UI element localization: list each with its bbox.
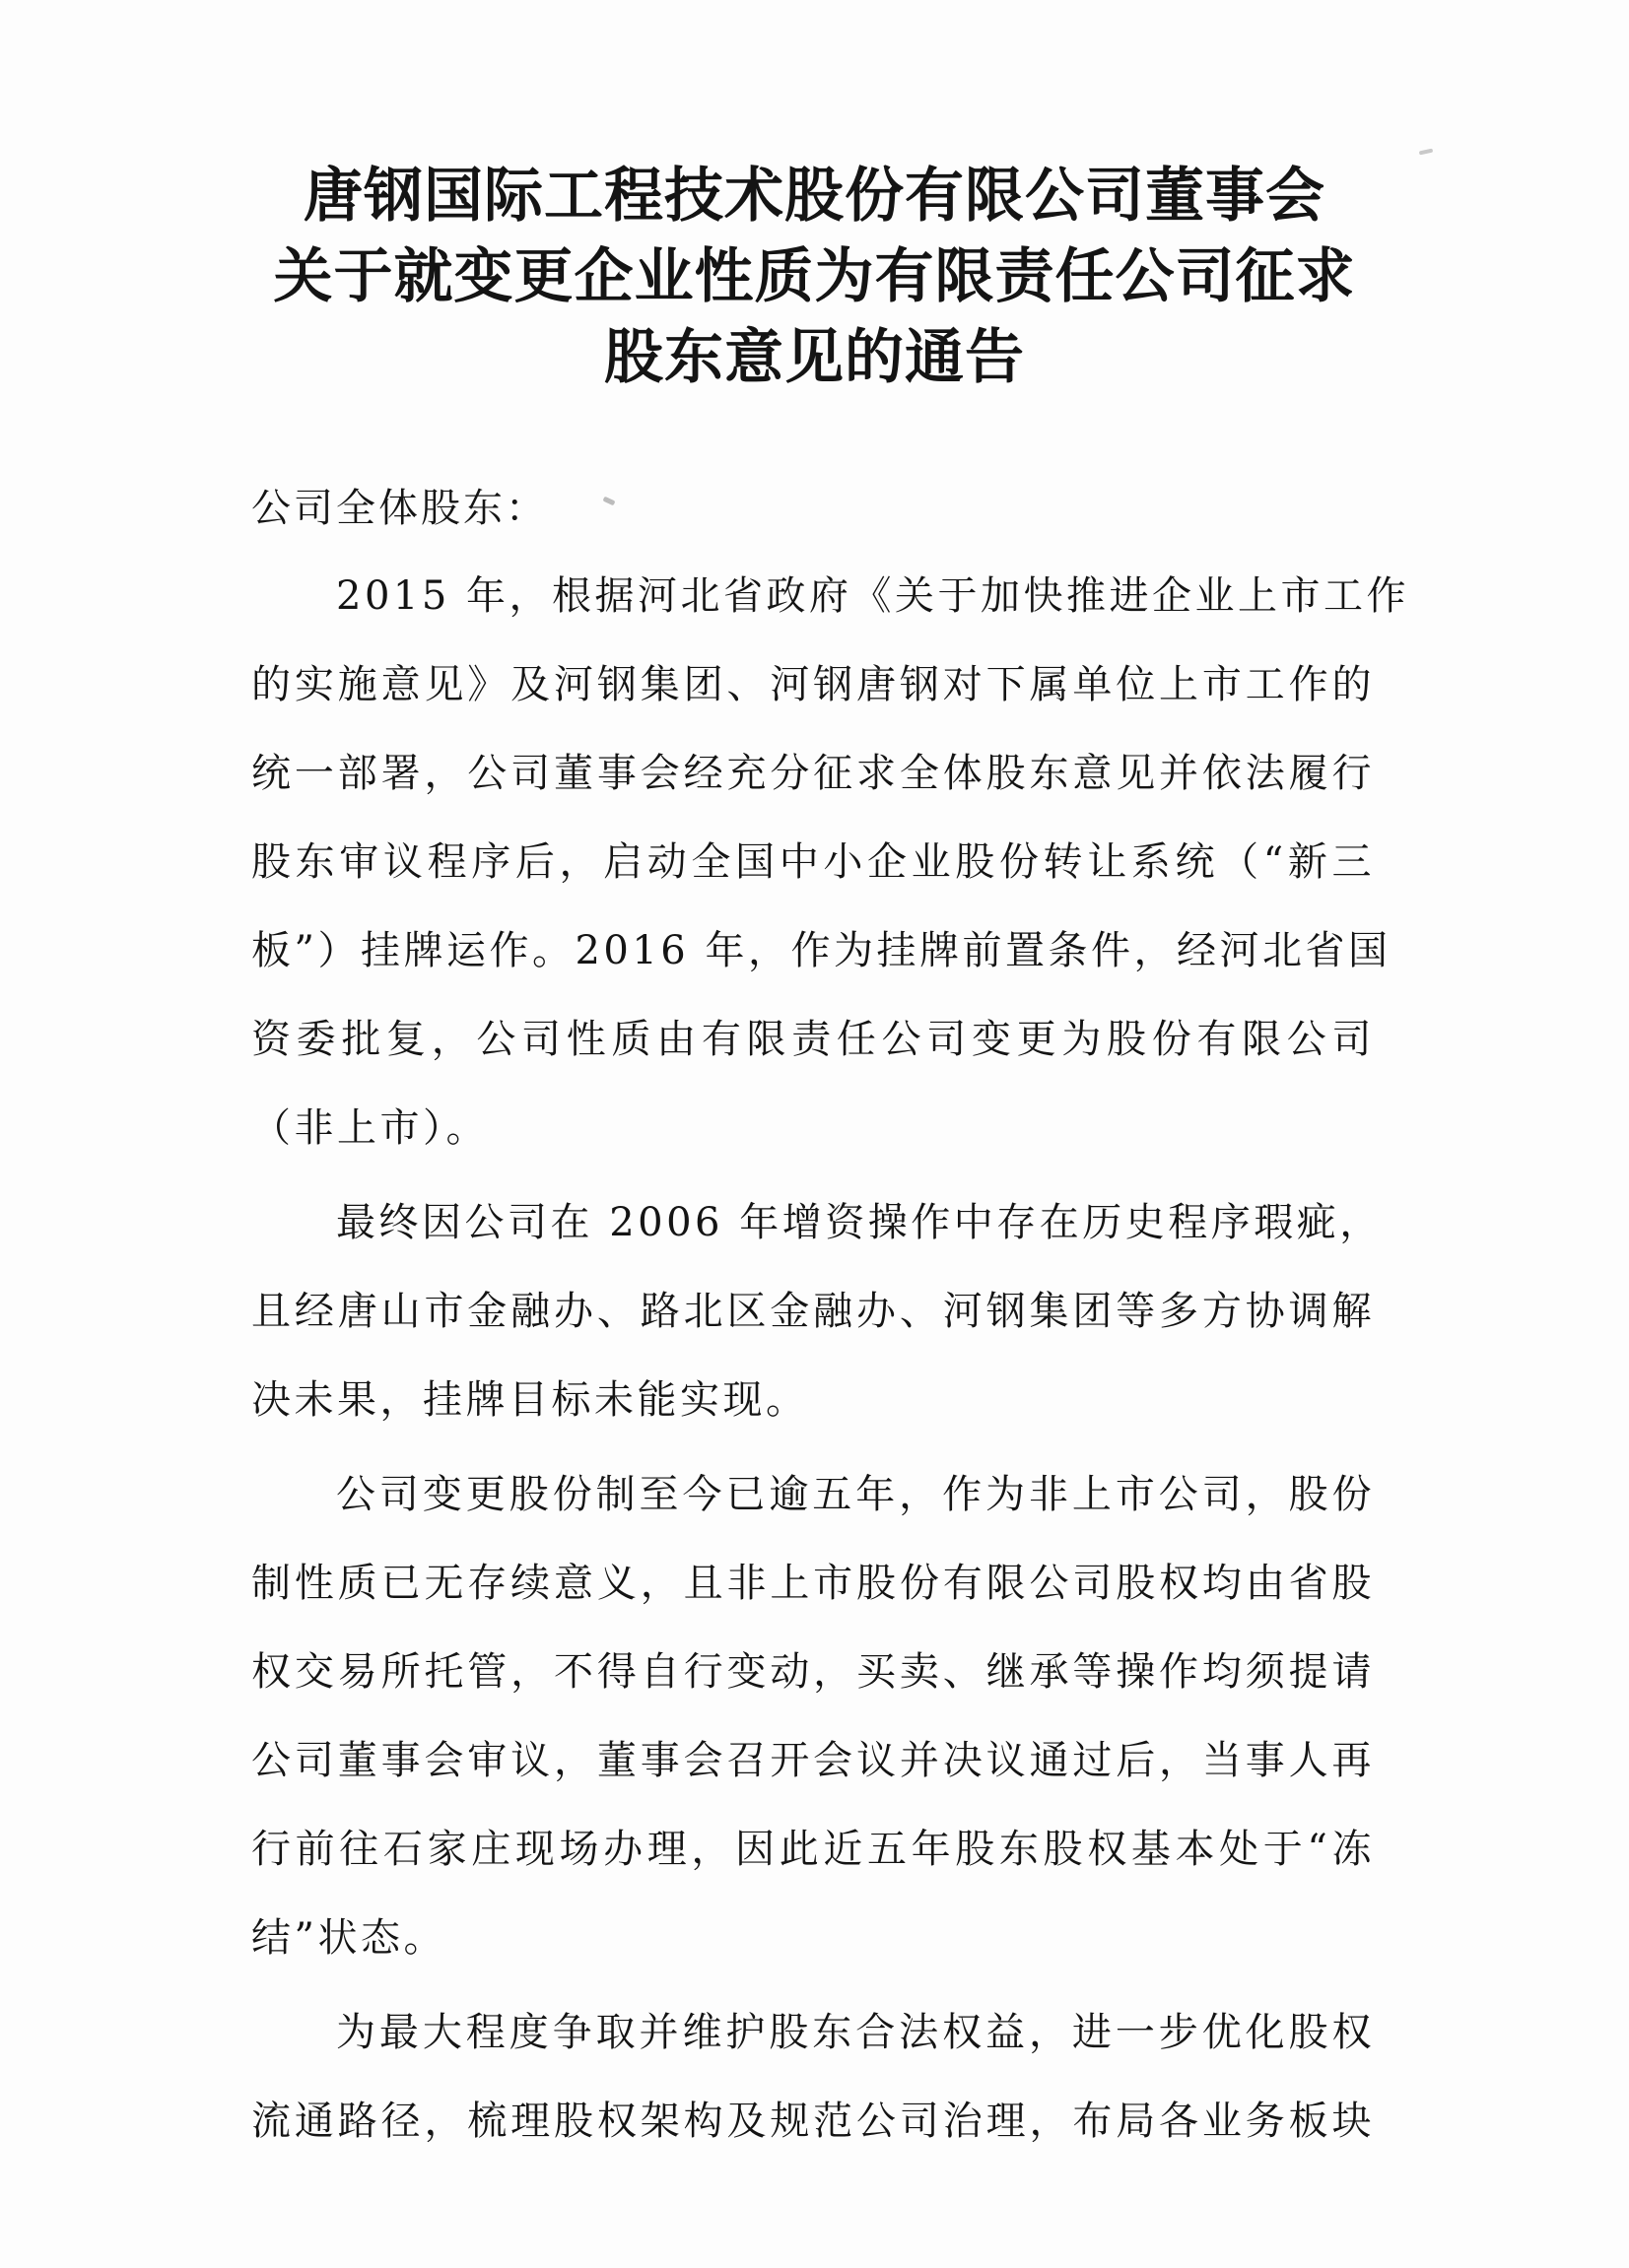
text-line: （非上市）。: [251, 1105, 489, 1151]
document-title: [148, 156, 1481, 398]
text-line: 公司变更股份制至今已逾五年，作为非上市公司，股份: [336, 1472, 1375, 1517]
text-line: 2015 年，根据河北省政府《关于加快推进企业上市工作: [336, 573, 1410, 619]
text-line: 统一部署，公司董事会经充分征求全体股东意见并依法履行: [251, 751, 1375, 796]
text-line: 的实施意见》及河钢集团、河钢唐钢对下属单位上市工作的: [251, 662, 1375, 707]
scan-speck: [1419, 149, 1434, 156]
text-line: 决未果，挂牌目标未能实现。: [251, 1377, 809, 1423]
paragraph: [251, 552, 1410, 1172]
paragraph: [251, 1450, 1375, 1982]
text-line: 公司董事会审议，董事会召开会议并决议通过后，当事人再: [251, 1738, 1375, 1783]
salutation: 公司全体股东：: [251, 486, 548, 531]
text-line: 股东审议程序后，启动全国中小企业股份转让系统（“新三: [251, 839, 1375, 885]
title-line: 唐钢国际工程技术股份有限公司董事会: [304, 162, 1325, 231]
text-line: 行前往石家庄现场办理，因此近五年股东股权基本处于“冻: [251, 1827, 1375, 1872]
text-line: 资委批复，公司性质由有限责任公司变更为股份有限公司: [251, 1017, 1375, 1062]
scan-speck: [603, 497, 616, 506]
text-line: 结”状态。: [251, 1915, 446, 1961]
title-line: 股东意见的通告: [604, 323, 1025, 392]
document-body: [251, 552, 1410, 2166]
paragraph: [251, 1988, 1375, 2166]
text-line: 流通路径，梳理股权架构及规范公司治理，布局各业务板块: [251, 2099, 1375, 2144]
text-line: 制性质已无存续意义，且非上市股份有限公司股权均由省股: [251, 1561, 1375, 1606]
text-line: 板”）挂牌运作。2016 年，作为挂牌前置条件，经河北省国: [251, 928, 1391, 973]
text-line: 为最大程度争取并维护股东合法权益，进一步优化股权: [336, 2010, 1375, 2055]
title-line: 关于就变更企业性质为有限责任公司征求: [273, 242, 1356, 311]
text-line: 且经唐山市金融办、路北区金融办、河钢集团等多方协调解: [251, 1289, 1375, 1334]
paragraph: [251, 1178, 1383, 1444]
text-line: 最终因公司在 2006 年增资操作中存在历史程序瑕疵，: [336, 1200, 1383, 1245]
text-line: 权交易所托管，不得自行变动，买卖、继承等操作均须提请: [251, 1649, 1375, 1695]
